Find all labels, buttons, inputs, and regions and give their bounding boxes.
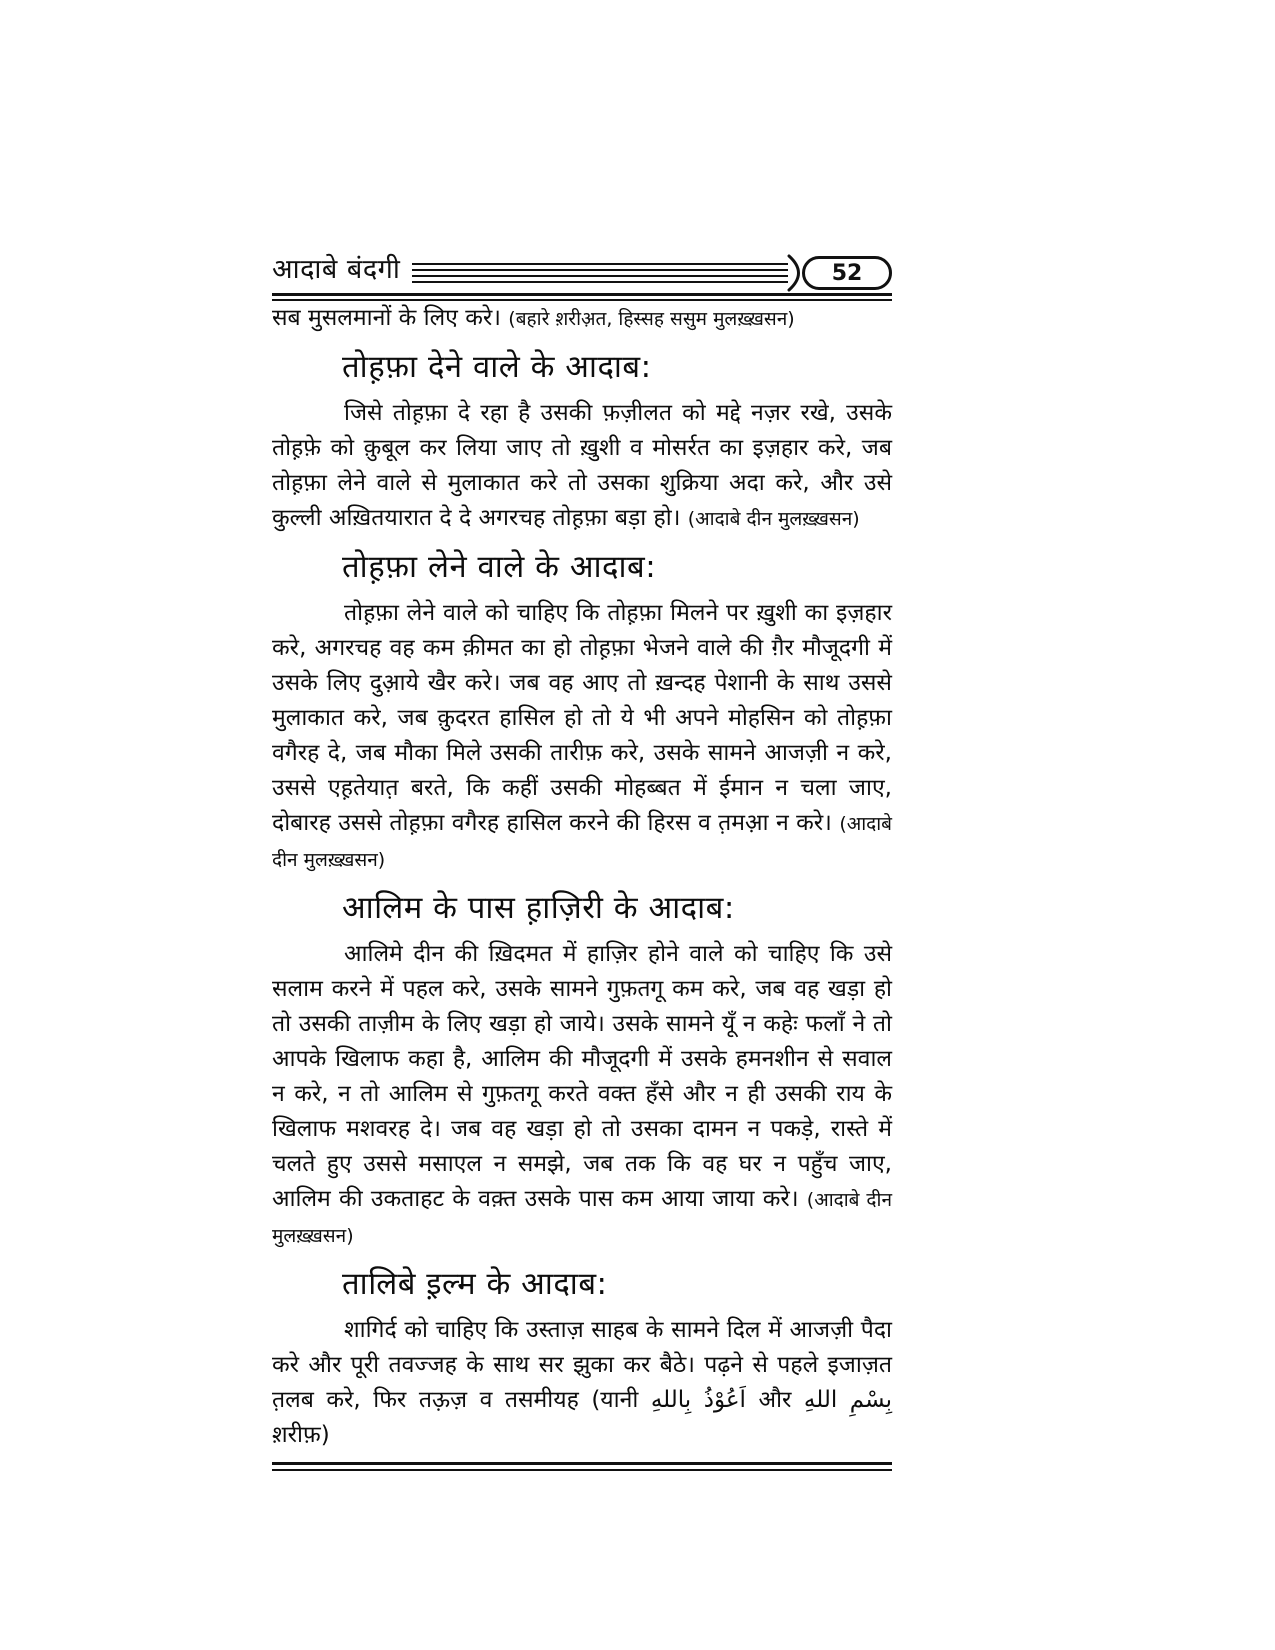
paragraph-text: आलिमे दीन की ख़िदमत में हाज़िर होने वाले को चाहिए कि उसे सलाम करने में पहल करे, उसके सामने गुफ़तगू कम करे, जब वह खड़ा हो तो उसकी ताज़ीम के लिए खड़ा हो जाये। उसके सामने यूँ न कहेः फलाँ ने तो आपके खिलाफ कहा है, आलिम की मौजूदगी में उसके हमनशीन से सवाल न करे, न तो आलिम से गुफ़तगू करते वक्त हँसे और न ही उसकी राय के खिलाफ मशवरह दे। जब वह खड़ा हो तो उसका दामन न पकड़े, रास्ते में चलते हुए उससे मसाएल न समझे, जब तक कि वह घर न पहुँच जाए, आलिम की उकताहट के वक़्त उसके पास कम आया जाया करे। xyxy=(272,941,892,1212)
section-heading-student: तालिबे इ़ल्म के आदाब: xyxy=(342,1266,608,1302)
page-number-badge xyxy=(786,254,892,292)
paragraph-citation: (आदाबे दीन मुलख़्ख़सन) xyxy=(687,508,860,530)
paragraph-text: शागिर्द को चाहिए कि उस्ताज़ साहब के सामने दिल में आजज़ी पैदा करे और पूरी तवज्जह के साथ सर झुका कर बैठे। पढ़ने से पहले इजाज़त त़लब करे, फिर तऊ़ज़ व तसमीयह (यानी اَعُوْذُ بِاللهِ और بِسْمِ اللهِ श़रीफ़) xyxy=(272,1317,893,1448)
section-paragraph xyxy=(272,596,892,878)
section-paragraph xyxy=(272,1313,892,1454)
header-rules-ornament xyxy=(412,257,788,283)
intro-line xyxy=(272,301,892,337)
book-title: आदाबे बंदगी xyxy=(272,254,401,285)
section-paragraph xyxy=(272,937,892,1254)
header-divider xyxy=(272,293,892,301)
paragraph-text: जिसे तोह़फ़ा दे रहा है उसकी फ़ज़ीलत को मद्दे नज़र रखे, उसके तोह़फ़े को क़ुबूल कर लिया जाए तो ख़ुशी व मोसर्रत का इज़हार करे, जब तोह़फ़ा लेने वाले से मुलाकात करे तो उसका शुक्रिया अदा करे, और उसे कुल्ली अख़ितयारात दे दे अगरचह तोह़फ़ा बड़ा हो। xyxy=(272,400,892,531)
paragraph-citation: (आदाबे दीन मुलख़्ख़सन) xyxy=(272,1189,892,1247)
section-paragraph xyxy=(272,396,892,537)
footer-divider xyxy=(272,1462,892,1471)
page-content xyxy=(272,250,892,1471)
section-heading-visiting-scholar: आलिम के पास ह़ाज़िरी के आदाब: xyxy=(342,890,735,926)
intro-citation: (बहारे श़रीअ़त, हिस्सह ससुम मुलख़्ख़सन) xyxy=(508,308,795,330)
paragraph-citation: (आदाबे दीन मुलख़्ख़सन) xyxy=(272,813,893,871)
page-number: 52 xyxy=(802,256,892,290)
section-heading-gift-giver: तोह़फ़ा देने वाले के आदाब: xyxy=(342,349,652,385)
section-heading-gift-receiver: तोह़फ़ा लेने वाले के आदाब: xyxy=(342,549,657,585)
paragraph-text: तोह़फ़ा लेने वाले को चाहिए कि तोह़फ़ा मिलने पर ख़ुशी का इज़हार करे, अगरचह वह कम क़ीमत का हो तोह़फ़ा भेजने वाले की ग़ैर मौजूदगी में उसके लिए दुआ़ये खैर करे। जब वह आए तो ख़न्दह पेशानी के साथ उससे मुलाकात करे, जब क़ुदरत हासिल हो तो ये भी अपने मोहसिन को तोह़फ़ा वगैरह दे, जब मौका मिले उसकी तारीफ़ करे, उसके सामने आजज़ी न करे, उससे एह़तेयात़ बरते, कि कहीं उसकी मोहब्बत में ईमान न चला जाए, दोबारह उससे तोह़फ़ा वगैरह हासिल करने की हिरस व त़मआ़ न करे। xyxy=(272,600,892,836)
intro-text: सब मुसलमानों के लिए करे। xyxy=(272,305,501,331)
page-header xyxy=(272,250,892,290)
